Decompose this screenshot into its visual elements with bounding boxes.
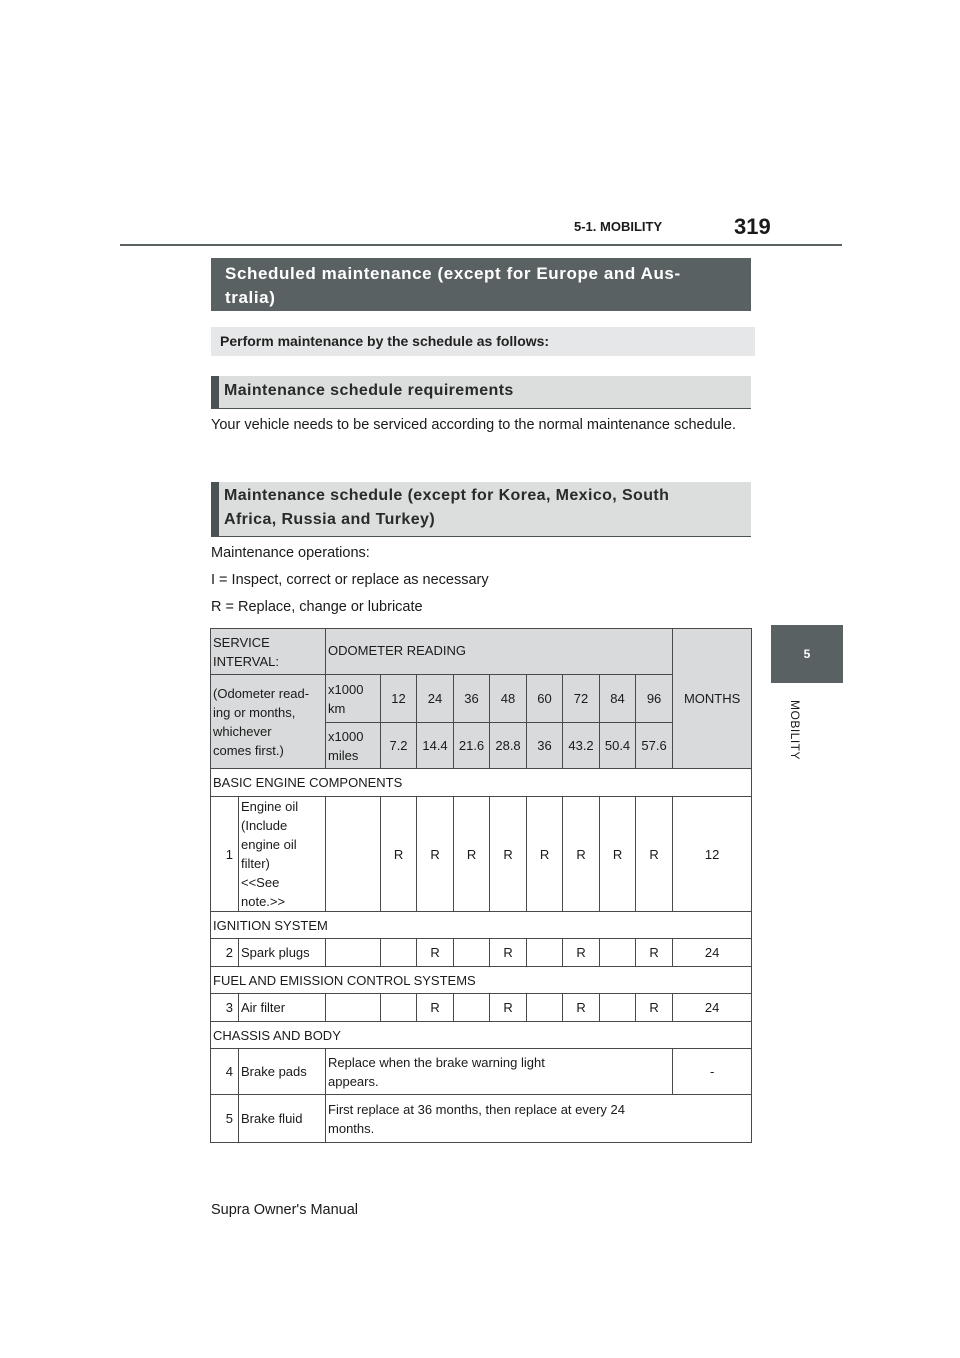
item-note: First replace at 36 months, then replace at every 24 months. xyxy=(326,1095,752,1143)
mile-value: 21.6 xyxy=(454,723,490,769)
manual-title: Supra Owner's Manual xyxy=(211,1202,359,1218)
mile-value: 7.2 xyxy=(381,723,417,769)
interval-cell: R xyxy=(417,994,454,1022)
section-row xyxy=(211,967,752,994)
item-name: Spark plugs xyxy=(239,939,326,967)
item-name: Brake pads xyxy=(239,1049,326,1095)
interval-cell xyxy=(326,797,381,912)
interval-cell: R xyxy=(490,797,527,912)
header-divider xyxy=(120,244,842,246)
interval-cell xyxy=(454,994,490,1022)
table-row xyxy=(211,1095,752,1143)
section-chassis: CHASSIS AND BODY xyxy=(211,1022,752,1049)
schedule-heading: Maintenance schedule (except for Korea, Mexico, South Africa, Russia and Turkey) xyxy=(211,482,751,537)
chapter-label xyxy=(788,700,804,780)
item-number: 5 xyxy=(211,1095,239,1143)
main-heading: Scheduled maintenance (except for Europe and Aus- tralia) xyxy=(211,258,751,311)
km-value: 48 xyxy=(490,675,527,723)
months-label: MONTHS xyxy=(673,629,752,769)
item-number: 4 xyxy=(211,1049,239,1095)
mile-value: 28.8 xyxy=(490,723,527,769)
operations-title: Maintenance operations: xyxy=(211,545,370,561)
interval-cell xyxy=(600,994,636,1022)
interval-cell: R xyxy=(636,939,673,967)
interval-cell: R xyxy=(636,797,673,912)
item-name: Engine oil (Include engine oil filter) <<See note.>> xyxy=(239,797,326,912)
legend-replace: R = Replace, change or lubricate xyxy=(211,599,423,615)
odometer-reading-label: ODOMETER READING xyxy=(326,629,673,675)
requirements-text: Your vehicle needs to be serviced according to the normal maintenance schedule. xyxy=(211,417,737,433)
mile-value: 36 xyxy=(527,723,563,769)
interval-cell: R xyxy=(563,939,600,967)
item-number: 1 xyxy=(211,797,239,912)
table-row xyxy=(211,797,752,912)
mile-value: 50.4 xyxy=(600,723,636,769)
interval-cell xyxy=(527,994,563,1022)
section-row xyxy=(211,769,752,797)
interval-cell: R xyxy=(417,797,454,912)
km-value: 36 xyxy=(454,675,490,723)
mile-value: 43.2 xyxy=(563,723,600,769)
requirements-heading: Maintenance schedule requirements xyxy=(211,376,751,409)
interval-cell: R xyxy=(490,994,527,1022)
interval-cell: R xyxy=(563,994,600,1022)
item-number: 3 xyxy=(211,994,239,1022)
interval-note: (Odometer read- ing or months, whichever comes first.) xyxy=(211,675,326,769)
chapter-tab: 5 xyxy=(771,625,843,683)
interval-cell xyxy=(381,939,417,967)
interval-cell xyxy=(454,939,490,967)
interval-cell xyxy=(326,939,381,967)
km-value: 72 xyxy=(563,675,600,723)
interval-cell xyxy=(600,939,636,967)
months-cell: 12 xyxy=(673,797,752,912)
section-engine: BASIC ENGINE COMPONENTS xyxy=(211,769,752,797)
months-cell: 24 xyxy=(673,994,752,1022)
km-value: 24 xyxy=(417,675,454,723)
table-row xyxy=(211,1049,752,1095)
interval-cell xyxy=(381,994,417,1022)
km-value: 12 xyxy=(381,675,417,723)
perform-note: Perform maintenance by the schedule as follows: xyxy=(211,327,755,356)
section-ignition: IGNITION SYSTEM xyxy=(211,912,752,939)
interval-cell: R xyxy=(490,939,527,967)
interval-cell: R xyxy=(417,939,454,967)
interval-cell xyxy=(326,994,381,1022)
km-value: 84 xyxy=(600,675,636,723)
table-row xyxy=(211,994,752,1022)
chapter-label-text: MOBILITY xyxy=(788,700,802,761)
interval-cell: R xyxy=(454,797,490,912)
km-row xyxy=(211,675,752,723)
interval-cell xyxy=(527,939,563,967)
km-value: 60 xyxy=(527,675,563,723)
interval-cell: R xyxy=(381,797,417,912)
mile-value: 57.6 xyxy=(636,723,673,769)
km-value: 96 xyxy=(636,675,673,723)
mile-value: 14.4 xyxy=(417,723,454,769)
months-cell: - xyxy=(673,1049,752,1095)
section-row xyxy=(211,912,752,939)
item-note: Replace when the brake warning light appears. xyxy=(326,1049,673,1095)
item-name: Air filter xyxy=(239,994,326,1022)
miles-unit: x1000 miles xyxy=(326,723,381,769)
interval-cell: R xyxy=(636,994,673,1022)
section-title: 5-1. MOBILITY xyxy=(574,219,663,234)
km-unit: x1000 km xyxy=(326,675,381,723)
service-interval-label: SERVICE INTERVAL: xyxy=(211,629,326,675)
page-number: 319 xyxy=(734,214,771,239)
months-cell: 24 xyxy=(673,939,752,967)
legend-inspect: I = Inspect, correct or replace as necessary xyxy=(211,572,489,588)
table-row xyxy=(211,939,752,967)
section-row xyxy=(211,1022,752,1049)
item-name: Brake fluid xyxy=(239,1095,326,1143)
item-number: 2 xyxy=(211,939,239,967)
interval-cell: R xyxy=(600,797,636,912)
section-fuel: FUEL AND EMISSION CONTROL SYSTEMS xyxy=(211,967,752,994)
table-header-row xyxy=(211,629,752,675)
interval-cell: R xyxy=(527,797,563,912)
maintenance-table xyxy=(210,628,752,1143)
interval-cell: R xyxy=(563,797,600,912)
